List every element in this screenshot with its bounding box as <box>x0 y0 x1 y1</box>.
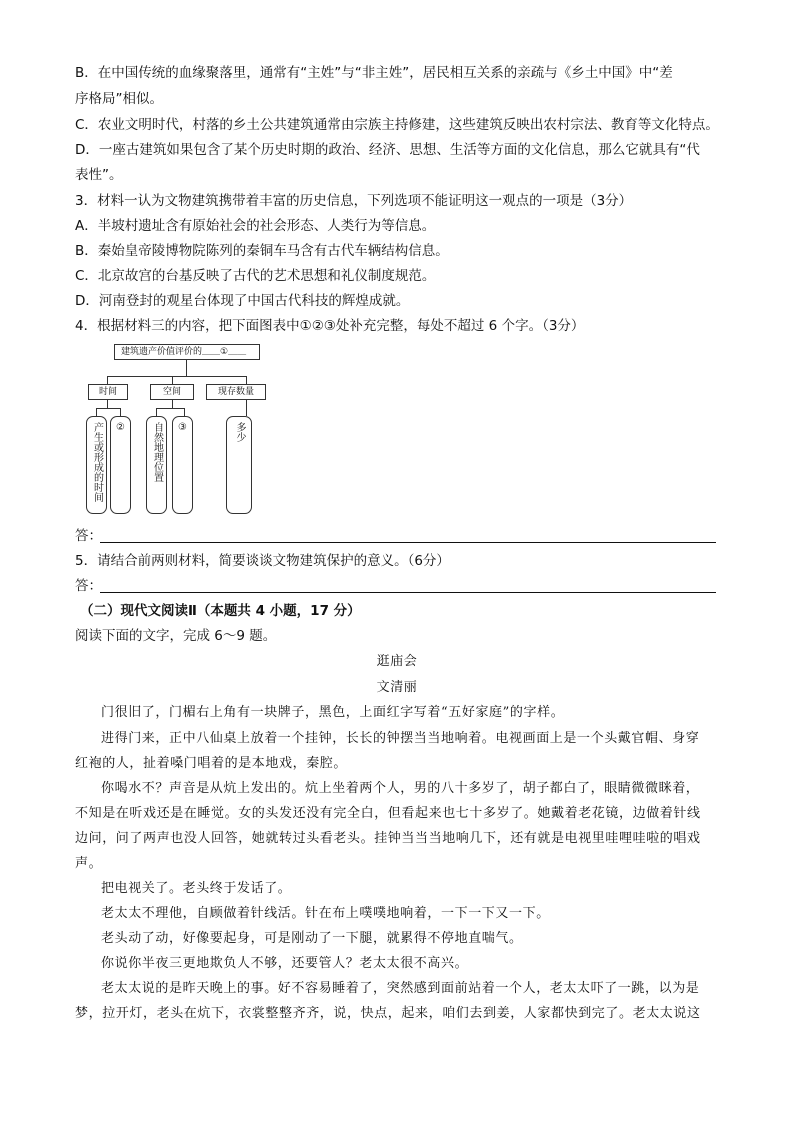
q3-option-c: C．北京故宫的台基反映了古代的艺术思想和礼仪制度规范。 <box>75 268 436 284</box>
option-b-line1: B．在中国传统的血缘聚落里，通常有“主姓”与“非主姓”，居民相互关系的亲疏与《乡土中国》中“差 <box>75 65 673 81</box>
diagram-count-box: 现存数量 <box>206 384 266 400</box>
story-paragraph: 你说你半夜三更地欺负人不够，还要管人？老太太很不高兴。 <box>101 956 469 971</box>
q5-stem: 5．请结合前两则材料，简要谈谈文物建筑保护的意义。（6分） <box>75 553 450 569</box>
q3-option-b: B．秦始皇帝陵博物院陈列的秦铜车马含有古代车辆结构信息。 <box>75 243 449 259</box>
story-paragraph: 不知是在听戏还是在睡觉。女的头发还没有完全白，但看起来也七十多岁了。她戴着老花镜，边做着针线 <box>75 806 701 821</box>
q4-answer-line[interactable] <box>100 542 716 543</box>
diagram-leaf-quantity: 多少 <box>226 416 252 514</box>
story-paragraph: 老头动了动，好像要起身，可是刚动了一下腿，就累得不停地直喘气。 <box>101 931 523 946</box>
diagram-space-box: 空间 <box>150 384 194 400</box>
q3-option-a: A．半坡村遗址含有原始社会的社会形态、人类行为等信息。 <box>75 218 436 234</box>
q4-answer-label: 答： <box>75 528 102 544</box>
q3-option-d: D．河南登封的观星台体现了中国古代科技的辉煌成就。 <box>75 293 410 309</box>
story-paragraph: 老太太不理他，自顾做着针线活。针在布上噗噗地响着，一下一下又一下。 <box>101 906 550 921</box>
q3-stem: 3．材料一认为文物建筑携带着丰富的历史信息，下列选项不能证明这一观点的一项是（3分） <box>75 193 633 209</box>
option-c: C．农业文明时代，村落的乡土公共建筑通常由宗族主持修建，这些建筑反映出农村宗法、教育等文化特点。 <box>75 117 719 133</box>
story-paragraph: 声。 <box>75 856 103 871</box>
diagram-time-box: 时间 <box>88 384 128 400</box>
section-instruction: 阅读下面的文字，完成 6～9 题。 <box>75 628 277 644</box>
option-d-line2: 表性”。 <box>75 167 123 183</box>
story-author: 文清丽 <box>376 680 418 695</box>
story-paragraph: 你喝水不？声音是从炕上发出的。炕上坐着两个人，男的八十多岁了，胡子都白了，眼睛微微眯着， <box>101 781 700 796</box>
diagram-leaf-formation-time: 产生或形成的时间 <box>86 416 107 514</box>
story-paragraph: 红袍的人，扯着嗓门唱着的是本地戏，秦腔。 <box>75 756 348 771</box>
option-d-line1: D．一座古建筑如果包含了某个历史时期的政治、经济、思想、生活等方面的文化信息，那么它就具有“代 <box>75 142 700 158</box>
story-paragraph: 把电视关了。老头终于发话了。 <box>101 881 292 896</box>
section-heading: （二）现代文阅读Ⅱ（本题共 4 小题，17 分） <box>80 603 361 619</box>
story-paragraph: 老太太说的是昨天晚上的事。好不容易睡着了，突然感到面前站着一个人，老太太吓了一跳，以为是 <box>101 981 700 996</box>
diagram-top-box: 建筑遗产价值评价的＿＿①＿＿ <box>114 344 260 360</box>
story-paragraph: 边问，问了两声也没人回答，她就转过头看老头。挂钟当当当地响几下，还有就是电视里哇哩哇啦的唱戏 <box>75 831 701 846</box>
value-evaluation-diagram <box>86 340 266 518</box>
story-title: 逛庙会 <box>376 654 418 669</box>
story-paragraph: 门很旧了，门楣右上角有一块牌子，黑色，上面红字写着“五好家庭”的字样。 <box>101 705 565 720</box>
diagram-leaf-blank-3: ③ <box>172 416 193 514</box>
q5-answer-line[interactable] <box>100 592 716 593</box>
option-b-line2: 序格局”相似。 <box>75 91 163 107</box>
q5-answer-label: 答： <box>75 578 102 594</box>
diagram-leaf-geo-location: 自然地理位置 <box>146 416 167 514</box>
story-paragraph: 梦，拉开灯，老头在炕下，衣裳整整齐齐，说，快点，起来，咱们去到姜，人家都快到完了。老太太说这 <box>75 1006 701 1021</box>
q4-stem: 4．根据材料三的内容，把下面图表中①②③处补充完整，每处不超过 6 个字。（3分） <box>75 318 585 334</box>
story-paragraph: 进得门来，正中八仙桌上放着一个挂钟，长长的钟摆当当地响着。电视画面上是一个头戴官帽、身穿 <box>101 731 700 746</box>
diagram-leaf-blank-2: ② <box>110 416 131 514</box>
